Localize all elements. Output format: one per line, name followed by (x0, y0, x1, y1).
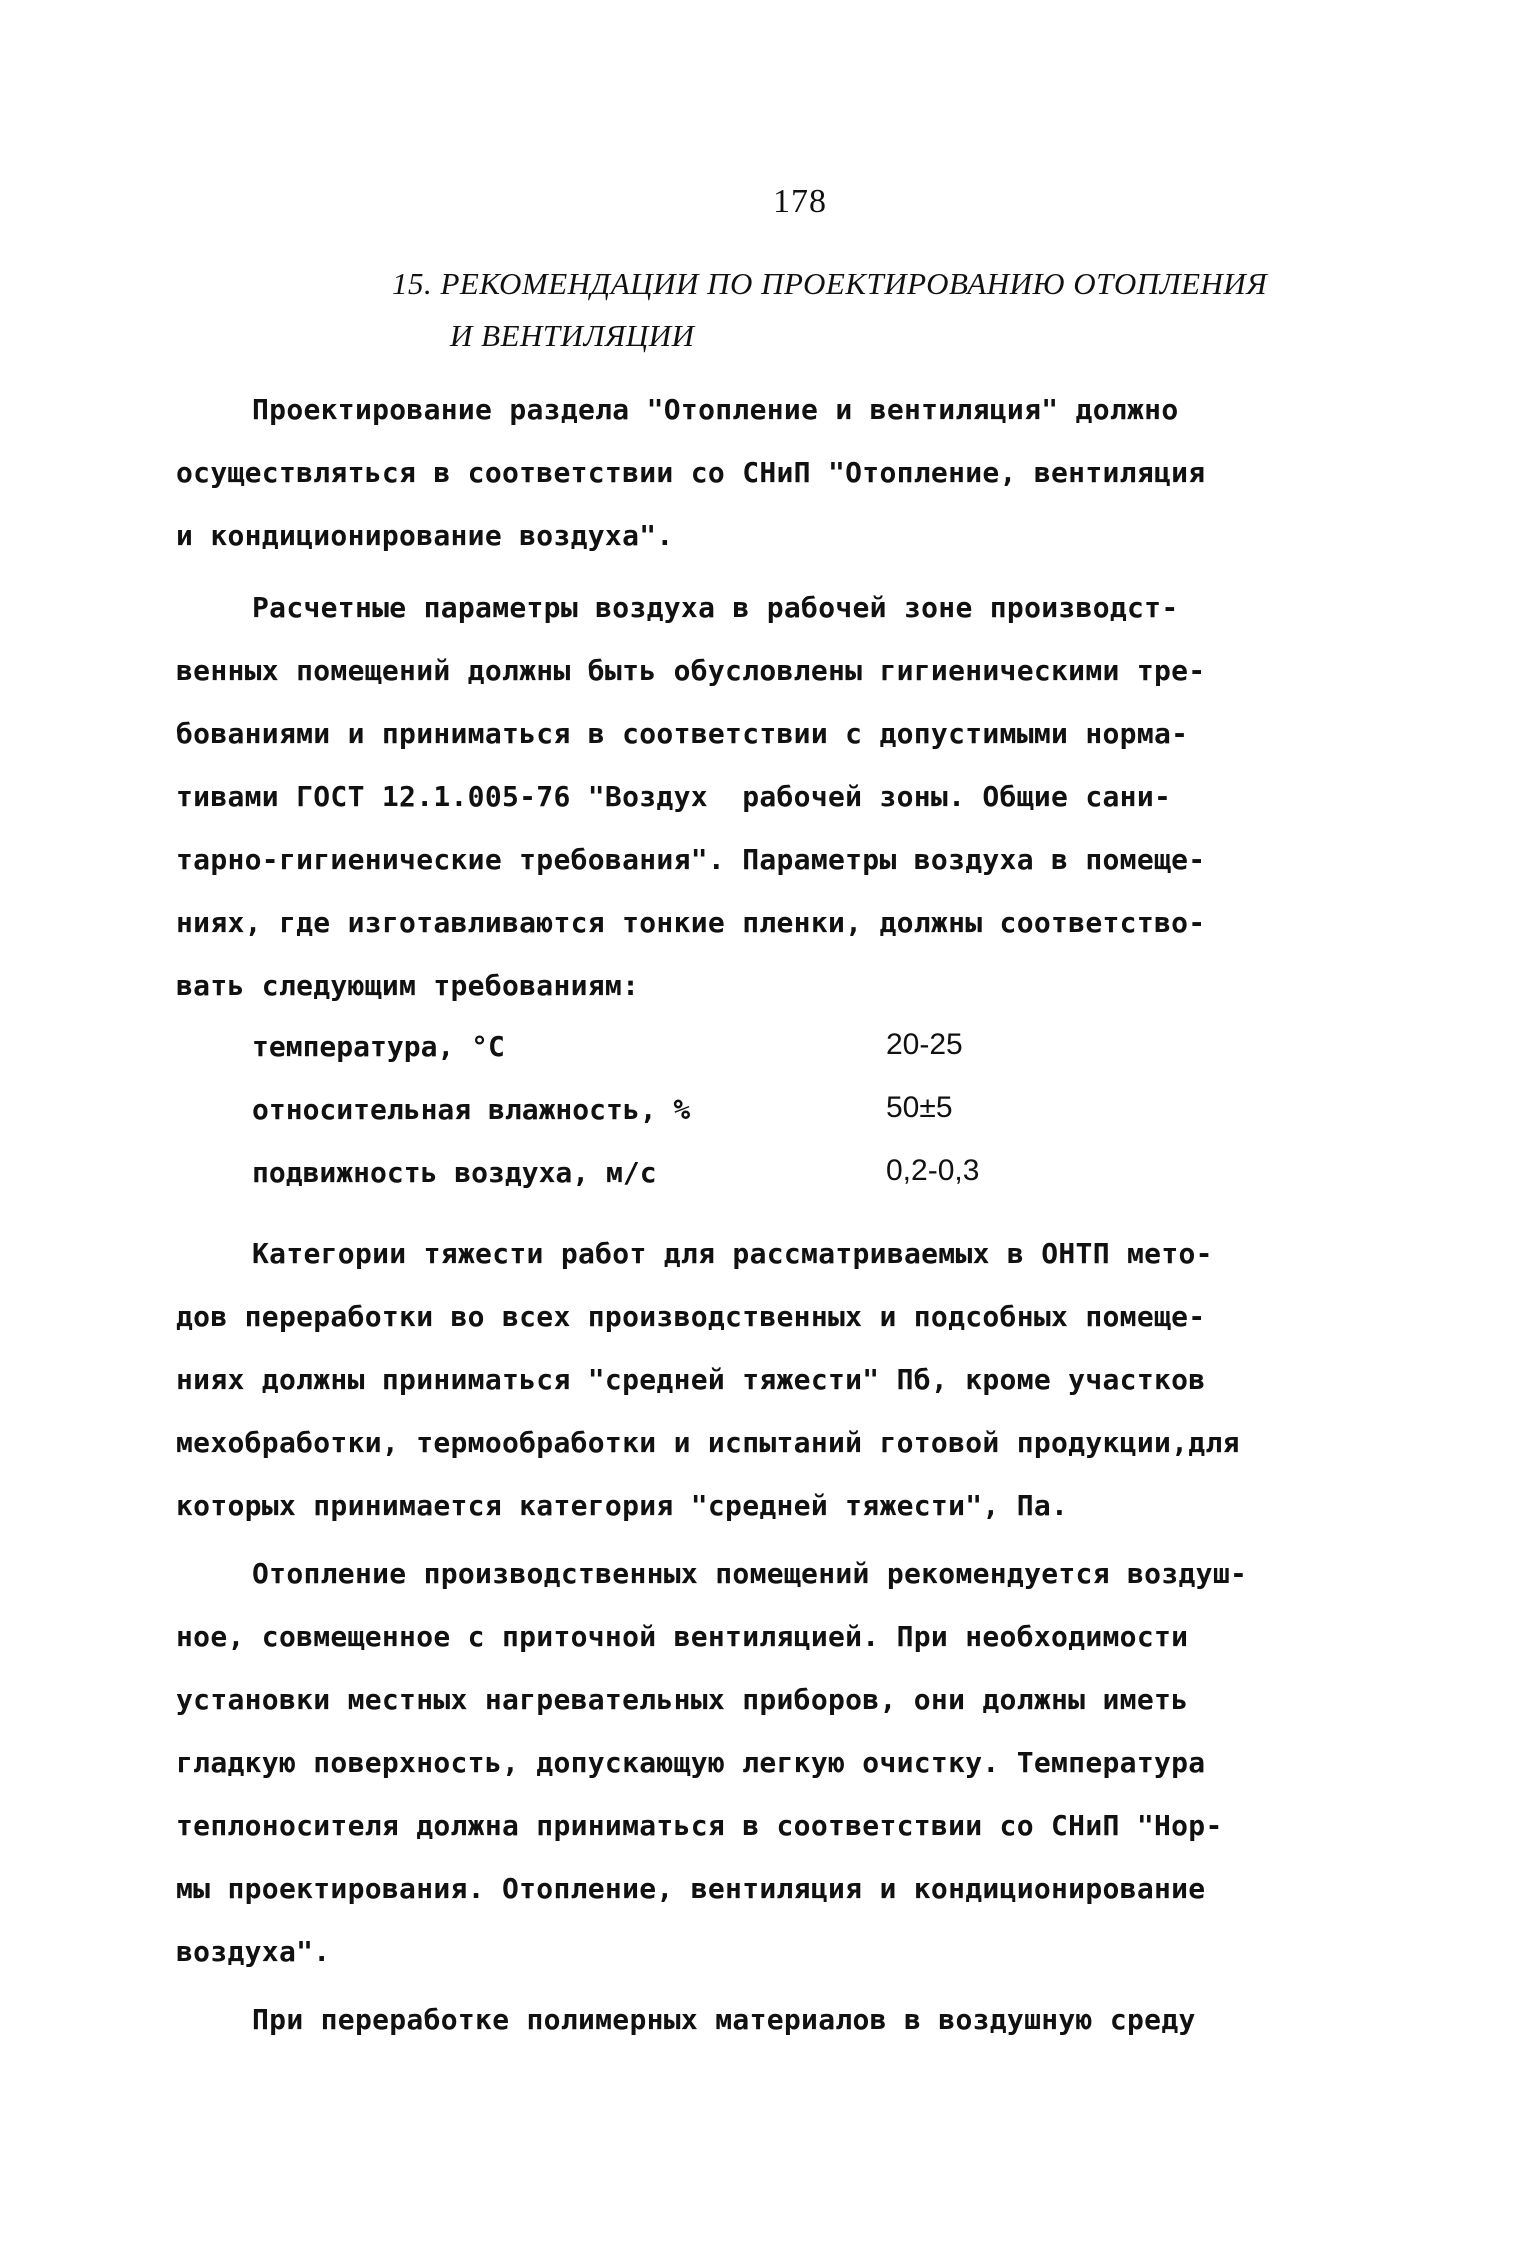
paragraph-2-line-6: ниях, где изготавливаются тонкие пленки, должны соответство- (176, 906, 1206, 939)
paragraph-4-line-7: воздуха". (176, 1935, 331, 1968)
parameter-value: 20-25 (886, 1028, 963, 1061)
paragraph-3-line-2: дов переработки во всех производственных и подсобных помеще- (176, 1300, 1206, 1333)
page-number: 178 (773, 183, 827, 220)
paragraph-4-line-1: Отопление производственных помещений рекомендуется воздуш- (252, 1557, 1248, 1590)
paragraph-2-line-1: Расчетные параметры воздуха в рабочей зоне производст- (252, 591, 1179, 624)
section-number: 15. (392, 266, 433, 301)
paragraph-2-line-2: венных помещений должны быть обусловлены гигиеническими тре- (176, 654, 1206, 687)
paragraph-4-line-5: теплоносителя должна приниматься в соответствии со СНиП "Нор- (176, 1809, 1223, 1842)
section-title-line-2: И ВЕНТИЛЯЦИИ (450, 318, 695, 353)
paragraph-1-line-1: Проектирование раздела "Отопление и вентиляция" должно (252, 393, 1179, 426)
paragraph-4-line-3: установки местных нагревательных приборов, они должны иметь (176, 1683, 1189, 1716)
paragraph-1-line-3: и кондиционирование воздуха". (176, 519, 674, 552)
paragraph-2-line-7: вать следующим требованиям: (176, 969, 640, 1002)
paragraph-4-line-4: гладкую поверхность, допускающую легкую очистку. Температура (176, 1746, 1206, 1779)
paragraph-4-line-6: мы проектирования. Отопление, вентиляция и кондиционирование (176, 1872, 1206, 1905)
paragraph-4-line-2: ное, совмещенное с приточной вентиляцией. При необходимости (176, 1620, 1189, 1653)
parameter-value: 50±5 (886, 1091, 953, 1124)
parameter-name: относительная влажность, % (252, 1093, 691, 1126)
section-heading-line-1 (392, 258, 1267, 310)
section-heading (392, 258, 1267, 362)
parameter-name: подвижность воздуха, м/с (252, 1156, 657, 1189)
paragraph-3-line-4: мехобработки, термообработки и испытаний готовой продукции,для (176, 1426, 1240, 1459)
paragraph-3-line-1: Категории тяжести работ для рассматриваемых в ОНТП мето- (252, 1237, 1213, 1270)
parameter-name: температура, °С (252, 1030, 505, 1063)
parameter-value: 0,2-0,3 (886, 1154, 980, 1187)
paragraph-2-line-3: бованиями и приниматься в соответствии с допустимыми норма- (176, 717, 1189, 750)
paragraph-3-line-5: которых принимается категория "средней тяжести", Па. (176, 1489, 1069, 1522)
paragraph-2-line-4: тивами ГОСТ 12.1.005-76 "Воздух рабочей зоны. Общие сани- (176, 780, 1172, 813)
paragraph-3-line-3: ниях должны приниматься "средней тяжести" Пб, кроме участков (176, 1363, 1206, 1396)
section-title-line-1: РЕКОМЕНДАЦИИ ПО ПРОЕКТИРОВАНИЮ ОТОПЛЕНИЯ (440, 266, 1268, 301)
paragraph-1-line-2: осуществляться в соответствии со СНиП "Отопление, вентиляция (176, 456, 1206, 489)
paragraph-2-line-5: тарно-гигиенические требования". Параметры воздуха в помеще- (176, 843, 1206, 876)
paragraph-5-line-1: При переработке полимерных материалов в воздушную среду (252, 2003, 1196, 2036)
